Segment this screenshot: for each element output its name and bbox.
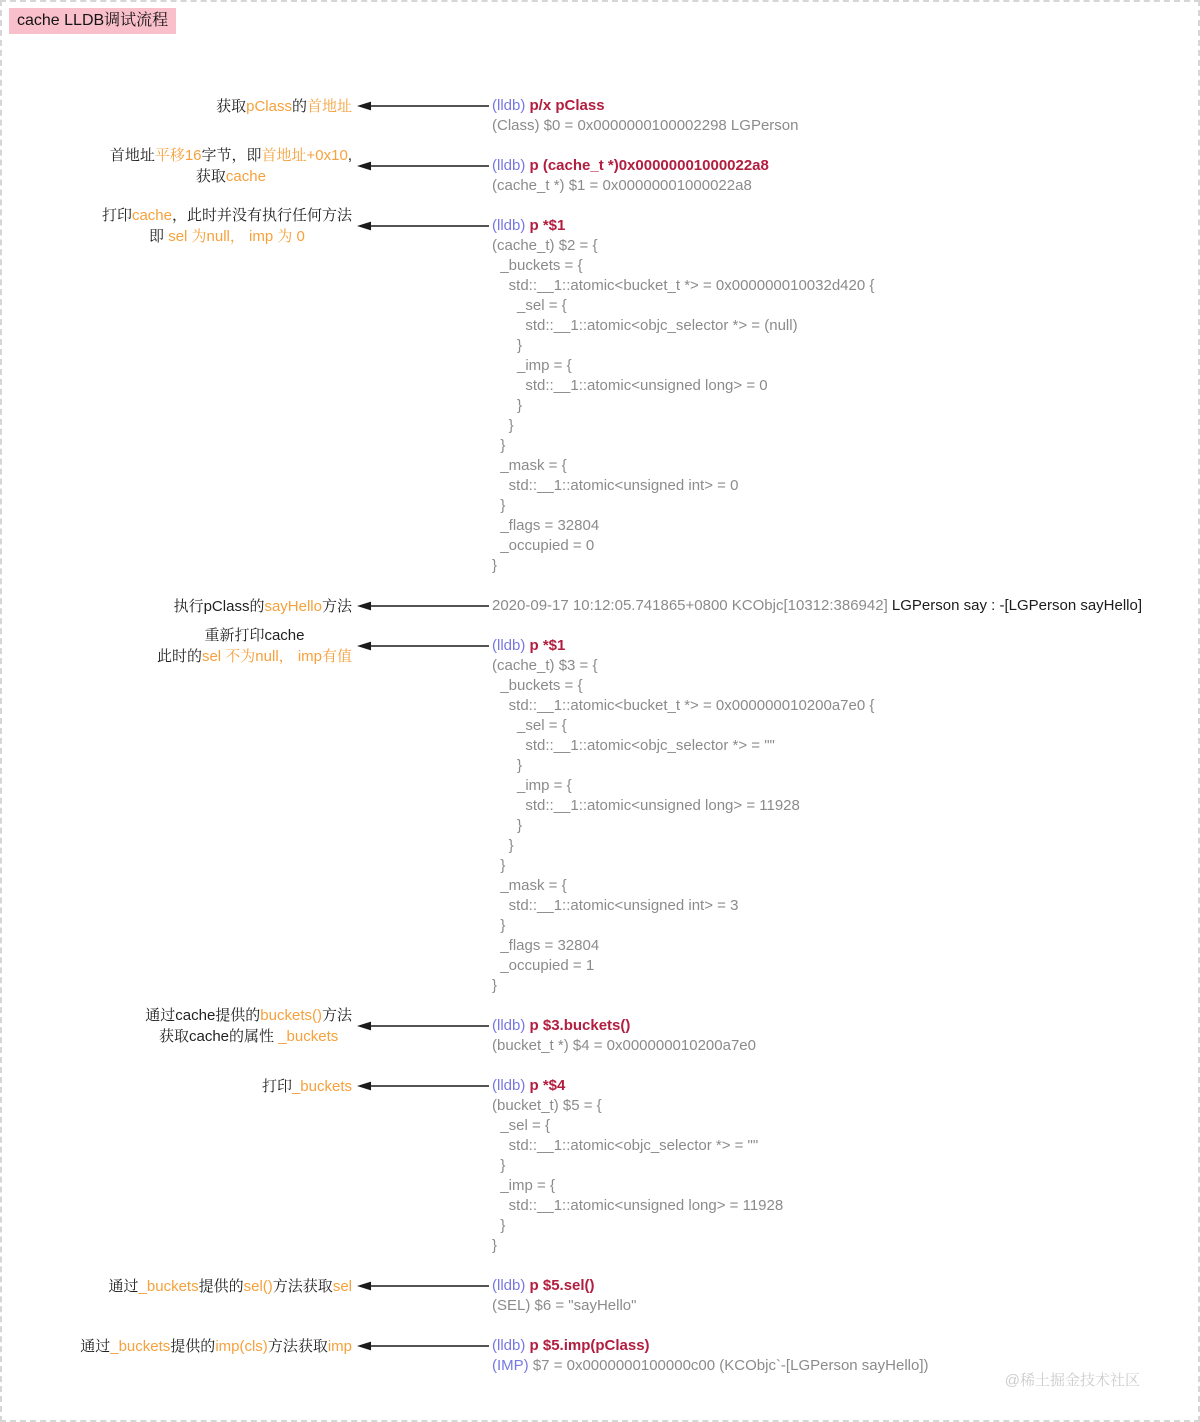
text-segment: 通过cache提供的 xyxy=(145,1007,261,1024)
annotation-text xyxy=(110,145,352,187)
text-segment: p/x pClass xyxy=(529,97,605,114)
text-segment: imp xyxy=(327,1337,352,1355)
text-segment: $7 = 0x0000000100000c00 (KCObjc`-[LGPerson sayHello]) xyxy=(528,1357,929,1374)
flow-step-run-sayhello xyxy=(2,596,1198,616)
text-segment: (lldb) xyxy=(492,1017,530,1034)
annotation-text xyxy=(145,1005,352,1047)
console-block-print-cache-before xyxy=(492,216,1198,576)
annotation-text xyxy=(80,1336,352,1357)
console-output-line: } xyxy=(492,757,523,774)
annotation-line xyxy=(145,1005,352,1026)
text-segment: 获取cache的属性 xyxy=(159,1028,279,1045)
console-output-line: std::__1::atomic<unsigned int> = 0 xyxy=(492,477,739,494)
text-segment: 方法获取 xyxy=(267,1337,328,1355)
text-segment: _buckets xyxy=(138,1277,199,1295)
console-output-line: _imp = { xyxy=(492,357,572,374)
annotation-print-cache-before xyxy=(2,207,352,245)
text-segment: cache xyxy=(225,168,266,185)
console-output-line: _occupied = 1 xyxy=(492,957,595,974)
text-segment: (lldb) xyxy=(492,1277,530,1294)
text-segment: 打印 xyxy=(101,207,132,224)
console-output-line: } xyxy=(492,337,523,354)
console-output-line: } xyxy=(492,857,506,874)
annotation-text xyxy=(216,96,352,117)
text-segment: 重新打印cache xyxy=(204,627,305,644)
console-output-line: std::__1::atomic<bucket_t *> = 0x000000010200a7e0 { xyxy=(492,697,875,714)
page-title: cache LLDB调试流程 xyxy=(9,8,176,34)
annotation-get-pclass-address xyxy=(2,96,352,116)
text-segment: (lldb) xyxy=(492,97,530,114)
console-output-line: } xyxy=(492,837,514,854)
text-segment: 平移16 xyxy=(154,147,202,164)
console-output-line: (cache_t) $2 = { xyxy=(492,237,598,254)
text-segment: 2020-09-17 10:12:05.741865+0800 KCObjc[10312:386942] xyxy=(492,597,892,614)
text-segment: p *$1 xyxy=(529,637,566,654)
left-arrow-icon xyxy=(352,636,492,656)
text-segment: (lldb) xyxy=(492,637,530,654)
annotation-line xyxy=(262,1076,352,1097)
text-segment: sel() xyxy=(243,1277,273,1295)
annotation-print-cache-after xyxy=(2,627,352,665)
text-segment: cache xyxy=(131,207,172,224)
annotation-text xyxy=(102,205,352,247)
annotation-line xyxy=(109,1276,352,1297)
annotation-get-imp xyxy=(2,1336,352,1356)
console-command xyxy=(492,596,1198,616)
text-segment: 方法 xyxy=(321,1007,352,1024)
flow-diagram xyxy=(2,2,1198,1376)
console-output-line: std::__1::atomic<bucket_t *> = 0x000000010032d420 { xyxy=(492,277,875,294)
annotation-line xyxy=(102,226,352,247)
annotation-line xyxy=(102,205,352,226)
console-command xyxy=(492,1016,1198,1036)
text-segment: 通过 xyxy=(108,1277,139,1295)
console-command xyxy=(492,1076,1198,1096)
console-output-line: (bucket_t *) $4 = 0x000000010200a7e0 xyxy=(492,1037,756,1054)
annotation-text xyxy=(262,1076,352,1097)
console-block-run-sayhello xyxy=(492,596,1198,616)
annotation-line xyxy=(110,166,352,187)
left-arrow-icon xyxy=(352,1076,492,1096)
console-output-line: } xyxy=(492,1237,498,1254)
console-block-print-buckets xyxy=(492,1076,1198,1256)
text-segment: _buckets xyxy=(291,1077,352,1095)
text-segment: LGPerson say : -[LGPerson sayHello] xyxy=(891,597,1143,614)
console-output-line: } xyxy=(492,817,523,834)
console-output-line: _sel = { xyxy=(492,1117,550,1134)
console-output-line: _buckets = { xyxy=(492,257,583,274)
text-segment: 通过 xyxy=(80,1337,111,1355)
console-output-line: (bucket_t) $5 = { xyxy=(492,1097,602,1114)
text-segment: (lldb) xyxy=(492,1077,530,1094)
flow-step-print-cache-after xyxy=(2,627,1198,996)
console-command xyxy=(492,1276,1198,1296)
text-segment: 首地址 xyxy=(109,147,155,164)
console-output-line: } xyxy=(492,397,523,414)
console-output-line: _imp = { xyxy=(492,777,572,794)
console-block-get-sel xyxy=(492,1276,1198,1316)
annotation-line xyxy=(80,1336,352,1357)
console-block-print-cache-after xyxy=(492,636,1198,996)
console-output-line: _imp = { xyxy=(492,1177,555,1194)
annotation-text xyxy=(174,596,352,617)
annotation-run-sayhello xyxy=(2,596,352,616)
text-segment: p *$1 xyxy=(529,217,566,234)
left-arrow-icon xyxy=(352,1276,492,1296)
console-output-line: std::__1::atomic<objc_selector *> = (null) xyxy=(492,317,798,334)
text-segment: (lldb) xyxy=(492,217,530,234)
text-segment: sel xyxy=(332,1277,352,1295)
annotation-line xyxy=(145,1026,352,1047)
console-command xyxy=(492,216,1198,236)
text-segment: 此时的 xyxy=(156,648,202,665)
console-output-line: _sel = { xyxy=(492,717,567,734)
text-segment: ，此时并没有执行任何方法 xyxy=(171,207,352,224)
console-output-line: std::__1::atomic<unsigned long> = 11928 xyxy=(492,797,800,814)
console-output-line: } xyxy=(492,1217,506,1234)
annotation-offset-to-cache xyxy=(2,147,352,185)
annotation-line xyxy=(216,96,352,117)
flow-step-get-sel xyxy=(2,1276,1198,1316)
console-block-offset-to-cache xyxy=(492,156,1198,196)
console-output-line: std::__1::atomic<unsigned long> = 11928 xyxy=(492,1197,784,1214)
annotation-line xyxy=(157,646,352,667)
console-output-line: (cache_t *) $1 = 0x00000001000022a8 xyxy=(492,177,752,194)
watermark: @稀土掘金技术社区 xyxy=(1004,1372,1140,1389)
console-output-line: _flags = 32804 xyxy=(492,517,600,534)
text-segment: 首地址 xyxy=(306,97,352,115)
console-output-line: } xyxy=(492,1157,506,1174)
text-segment: p (cache_t *)0x00000001000022a8 xyxy=(529,157,769,174)
text-segment: imp(cls) xyxy=(215,1337,268,1355)
text-segment: p $5.imp(pClass) xyxy=(529,1337,650,1354)
text-segment: pClass xyxy=(246,97,292,115)
console-command xyxy=(492,636,1198,656)
console-output-line: } xyxy=(492,557,498,574)
text-segment: p *$4 xyxy=(529,1077,566,1094)
text-segment: _buckets xyxy=(278,1028,339,1045)
console-output-line: _occupied = 0 xyxy=(492,537,595,554)
text-segment: (lldb) xyxy=(492,1337,530,1354)
flow-step-offset-to-cache xyxy=(2,147,1198,196)
text-segment: p $3.buckets() xyxy=(529,1017,631,1034)
console-output-line: (SEL) $6 = "sayHello" xyxy=(492,1297,637,1314)
text-segment: 提供的 xyxy=(170,1337,216,1355)
console-output-line: } xyxy=(492,977,498,994)
console-output-line: _mask = { xyxy=(492,877,567,894)
console-output-line: _flags = 32804 xyxy=(492,937,600,954)
console-output-line: _sel = { xyxy=(492,297,567,314)
text-segment: sel 为null， imp 为 0 xyxy=(168,228,305,245)
text-segment: 的 xyxy=(291,97,307,115)
annotation-text xyxy=(157,625,352,667)
console-output-line: std::__1::atomic<unsigned int> = 3 xyxy=(492,897,739,914)
console-output-line: _buckets = { xyxy=(492,677,583,694)
text-segment: (lldb) xyxy=(492,157,530,174)
text-segment: 方法获取 xyxy=(272,1277,333,1295)
console-output-line: (Class) $0 = 0x0000000100002298 LGPerson xyxy=(492,117,799,134)
text-segment: sel 不为null， imp有值 xyxy=(201,648,352,665)
annotation-print-buckets xyxy=(2,1076,352,1096)
annotation-text xyxy=(109,1276,352,1297)
left-arrow-icon xyxy=(352,156,492,176)
text-segment: 即 xyxy=(149,228,169,245)
console-output-line: } xyxy=(492,917,506,934)
console-command xyxy=(492,96,1198,116)
console-output-line: } xyxy=(492,417,514,434)
left-arrow-icon xyxy=(352,1336,492,1356)
text-segment: 执行pClass的 xyxy=(173,597,265,615)
text-segment: 字节，即 xyxy=(201,147,262,164)
flow-step-print-buckets xyxy=(2,1076,1198,1256)
text-segment: 方法 xyxy=(321,597,352,615)
text-segment: 获取 xyxy=(195,168,226,185)
console-output-line: std::__1::atomic<unsigned long> = 0 xyxy=(492,377,768,394)
console-command xyxy=(492,156,1198,176)
console-output-line: } xyxy=(492,437,506,454)
console-output-line: std::__1::atomic<objc_selector *> = "" xyxy=(492,1137,759,1154)
left-arrow-icon xyxy=(352,216,492,236)
text-segment: (IMP) xyxy=(492,1357,529,1374)
text-segment: 获取 xyxy=(216,97,247,115)
text-segment: _buckets xyxy=(110,1337,171,1355)
console-block-get-pclass-address xyxy=(492,96,1198,136)
annotation-line xyxy=(110,145,352,166)
flow-step-print-cache-before xyxy=(2,207,1198,576)
text-segment: 首地址+0x10 xyxy=(261,147,348,164)
text-segment: p $5.sel() xyxy=(529,1277,595,1294)
console-output-line: std::__1::atomic<objc_selector *> = "" xyxy=(492,737,775,754)
left-arrow-icon xyxy=(352,96,492,116)
console-output-line: } xyxy=(492,497,506,514)
annotation-get-sel xyxy=(2,1276,352,1296)
left-arrow-icon xyxy=(352,596,492,616)
console-output-line: (cache_t) $3 = { xyxy=(492,657,598,674)
annotation-get-buckets xyxy=(2,1007,352,1045)
text-segment: , xyxy=(347,147,352,164)
text-segment: sayHello xyxy=(264,597,322,615)
annotation-line xyxy=(174,596,352,617)
left-arrow-icon xyxy=(352,1016,492,1036)
text-segment: 提供的 xyxy=(198,1277,244,1295)
console-output-line: _mask = { xyxy=(492,457,567,474)
text-segment: 打印 xyxy=(261,1077,292,1095)
annotation-line xyxy=(157,625,352,646)
flow-step-get-buckets xyxy=(2,1007,1198,1056)
console-block-get-buckets xyxy=(492,1016,1198,1056)
console-command xyxy=(492,1336,1198,1356)
flow-step-get-pclass-address xyxy=(2,96,1198,136)
text-segment: buckets() xyxy=(260,1007,322,1024)
